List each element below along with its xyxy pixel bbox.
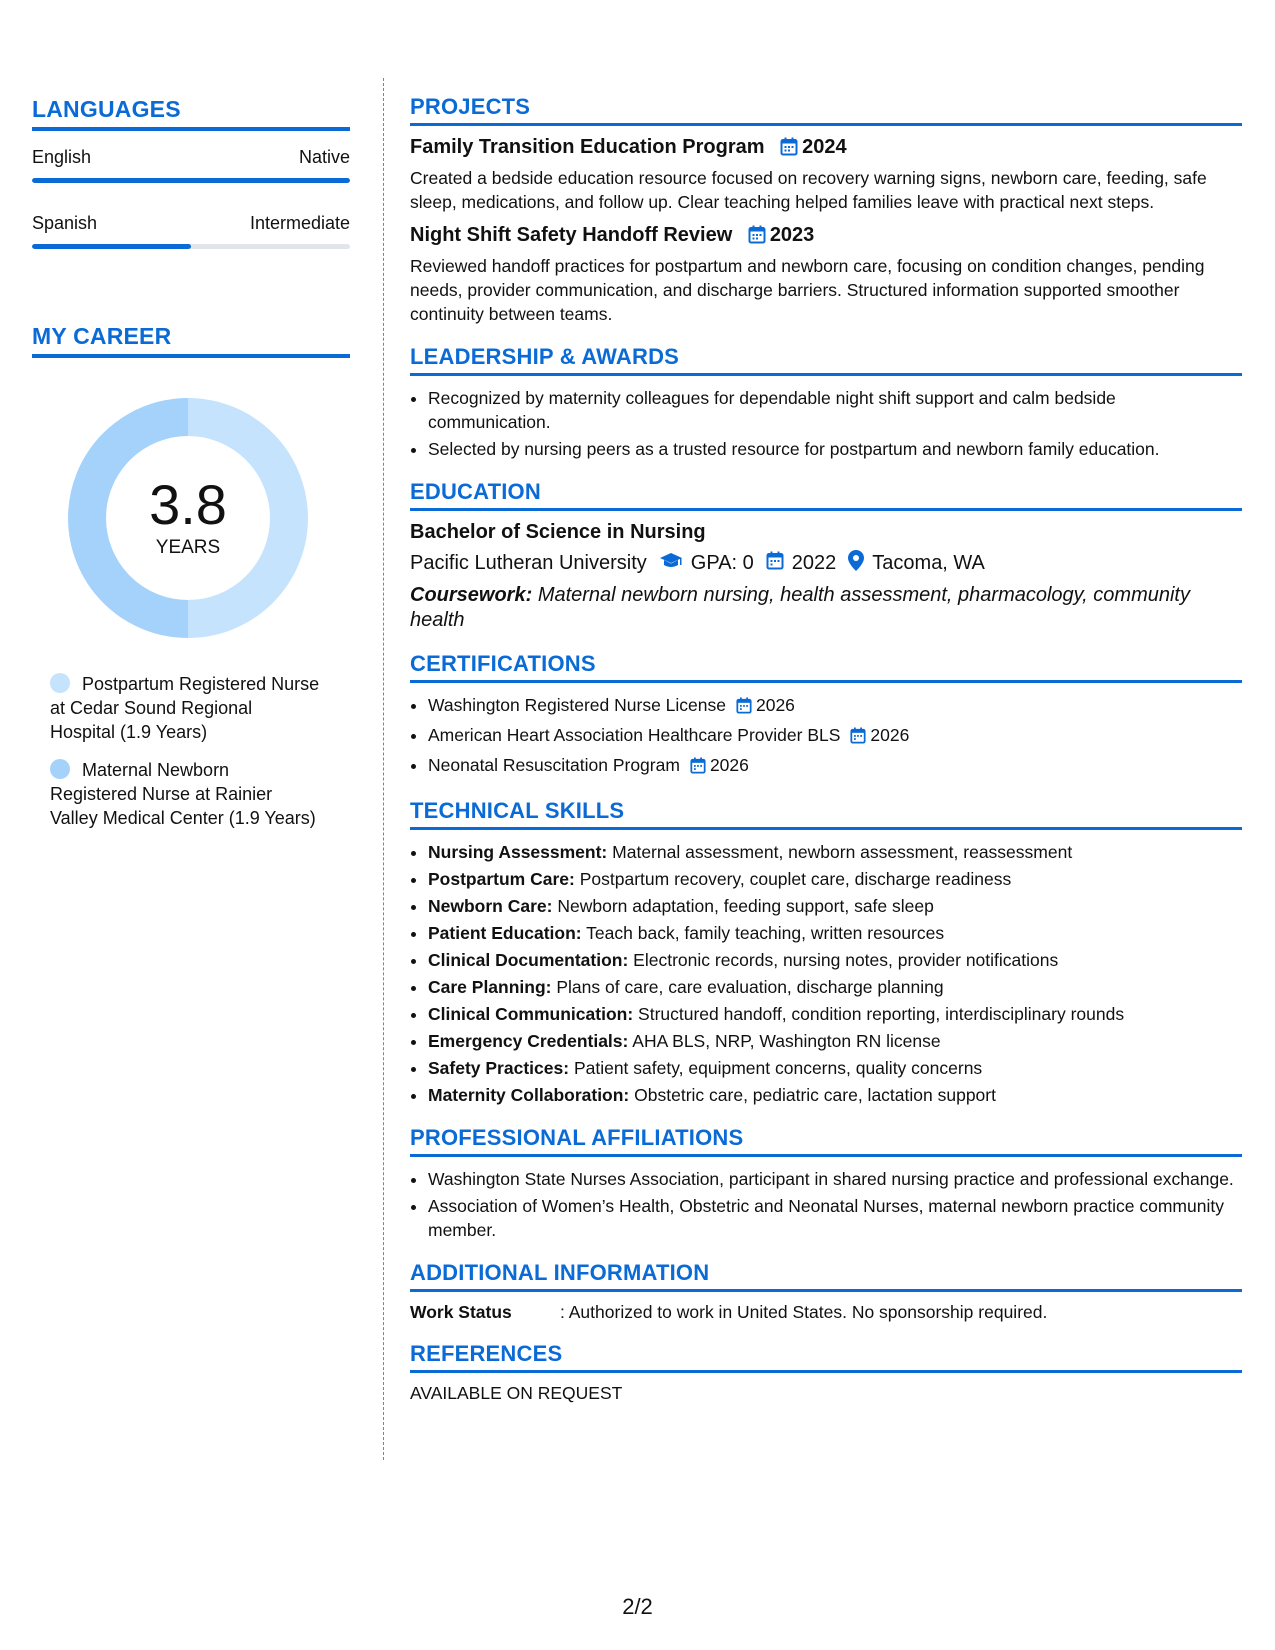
skill-item: [428, 921, 1242, 945]
career-legend-item: [50, 758, 320, 830]
project-name: Family Transition Education Program: [410, 136, 765, 158]
language-bar: [32, 244, 350, 249]
list-item: • Washington State Nurses Association, participant in shared nursing practice and professional exchange.: [428, 1167, 1242, 1191]
project-year: 2023: [769, 224, 815, 246]
additional-section: [410, 1260, 1242, 1323]
education-coursework: [410, 583, 1242, 633]
career-title: MY CAREER: [32, 323, 350, 358]
project-item: [410, 136, 1242, 214]
skills-section: [410, 798, 1242, 1107]
skill-item: [428, 894, 1242, 918]
left-column: [32, 96, 350, 844]
language-bar-fill: [32, 178, 350, 183]
calendar-icon: [690, 756, 706, 780]
language-level: Native: [298, 147, 350, 167]
page-number: 2/2: [622, 1594, 653, 1619]
skill-label: Postpartum Care:: [428, 869, 575, 889]
skill-label: Care Planning:: [428, 977, 552, 997]
skill-text: AHA BLS, NRP, Washington RN license: [632, 1031, 941, 1051]
info-row: [410, 1302, 1242, 1323]
skill-label: Maternity Collaboration:: [428, 1085, 630, 1105]
skill-item: [428, 840, 1242, 864]
coursework-text: Maternal newborn nursing, health assessment, pharmacology, community health: [410, 584, 1190, 631]
calendar-icon: [850, 726, 866, 750]
certification-item: [428, 723, 1242, 750]
project-item: [410, 224, 1242, 326]
affiliations-list: [410, 1167, 1242, 1242]
skill-text: Maternal assessment, newborn assessment, reassessment: [612, 842, 1073, 862]
skill-label: Newborn Care:: [428, 896, 553, 916]
calendar-icon: [748, 225, 766, 250]
skill-label: Emergency Credentials:: [428, 1031, 629, 1051]
certification-name: Neonatal Resuscitation Program: [428, 755, 680, 775]
career-total-value: 3.8: [149, 473, 227, 536]
skill-text: Newborn adaptation, feeding support, safe sleep: [557, 896, 934, 916]
language-item: [32, 213, 350, 249]
skill-item: [428, 1002, 1242, 1026]
references-section: [410, 1341, 1242, 1404]
certifications-list: [410, 693, 1242, 780]
career-legend-label: Maternal Newborn Registered Nurse at Rainier Valley Medical Center (1.9 Years): [50, 760, 316, 828]
education-section: [410, 479, 1242, 633]
legend-dot: [50, 673, 70, 693]
leadership-section: [410, 344, 1242, 461]
education-title: EDUCATION: [410, 479, 1242, 511]
certification-item: [428, 693, 1242, 720]
skill-item: [428, 1029, 1242, 1053]
certification-item: [428, 753, 1242, 780]
skill-text: Postpartum recovery, couplet care, discharge readiness: [579, 869, 1012, 889]
skill-item: [428, 975, 1242, 999]
skill-text: Structured handoff, condition reporting, interdisciplinary rounds: [638, 1004, 1125, 1024]
skills-title: TECHNICAL SKILLS: [410, 798, 1242, 830]
career-legend-label: Postpartum Registered Nurse at Cedar Sound Regional Hospital (1.9 Years): [50, 674, 320, 742]
certifications-section: [410, 651, 1242, 780]
leadership-title: LEADERSHIP & AWARDS: [410, 344, 1242, 376]
skill-label: Clinical Documentation:: [428, 950, 629, 970]
legend-dot: [50, 759, 70, 779]
skill-label: Nursing Assessment:: [428, 842, 608, 862]
column-divider: [383, 78, 384, 1460]
skill-text: Teach back, family teaching, written resources: [586, 923, 945, 943]
skill-text: Electronic records, nursing notes, provider notifications: [633, 950, 1059, 970]
project-name: Night Shift Safety Handoff Review: [410, 224, 733, 246]
affiliations-title: PROFESSIONAL AFFILIATIONS: [410, 1125, 1242, 1157]
certification-year: 2026: [709, 755, 749, 775]
language-item: [32, 147, 350, 183]
additional-title: ADDITIONAL INFORMATION: [410, 1260, 1242, 1292]
career-total-unit: YEARS: [155, 537, 221, 558]
career-legend: [32, 672, 350, 830]
location-pin-icon: [848, 550, 864, 577]
skill-item: [428, 948, 1242, 972]
project-description: Created a bedside education resource focused on recovery warning signs, newborn care, feeding, safe sleep, medications, and follow up. Clear teaching helped families leave with practical next steps.: [410, 168, 1207, 212]
coursework-label: Coursework:: [410, 584, 533, 606]
education-year: 2022: [791, 552, 837, 574]
projects-title: PROJECTS: [410, 94, 1242, 126]
language-name: English: [32, 147, 92, 167]
education-gpa: GPA: 0: [690, 552, 754, 574]
certification-year: 2026: [870, 725, 910, 745]
info-label: Work Status: [410, 1302, 512, 1322]
skill-text: Obstetric care, pediatric care, lactation support: [634, 1085, 996, 1105]
education-location: Tacoma, WA: [872, 552, 985, 574]
graduation-cap-icon: [659, 552, 683, 576]
calendar-icon: [736, 696, 752, 720]
skill-label: Clinical Communication:: [428, 1004, 634, 1024]
references-title: REFERENCES: [410, 1341, 1242, 1373]
certifications-title: CERTIFICATIONS: [410, 651, 1242, 683]
education-degree: Bachelor of Science in Nursing: [410, 521, 706, 543]
languages-title: LANGUAGES: [32, 96, 350, 131]
language-name: Spanish: [32, 213, 98, 233]
career-legend-item: [50, 672, 320, 744]
affiliations-section: [410, 1125, 1242, 1242]
list-item: • Selected by nursing peers as a trusted resource for postpartum and newborn family education.: [428, 437, 1242, 461]
projects-section: [410, 94, 1242, 326]
calendar-icon: [766, 551, 784, 576]
skill-text: Plans of care, care evaluation, discharge planning: [556, 977, 944, 997]
skill-item: [428, 867, 1242, 891]
list-item: • Recognized by maternity colleagues for dependable night shift support and calm bedside communication.: [428, 386, 1242, 434]
calendar-icon: [780, 137, 798, 162]
languages-section: [32, 96, 350, 249]
skill-label: Safety Practices:: [428, 1058, 570, 1078]
skills-list: [410, 840, 1242, 1107]
info-value: : Authorized to work in United States. No sponsorship required.: [560, 1302, 1048, 1322]
list-item: • Association of Women’s Health, Obstetric and Neonatal Nurses, maternal newborn practice community member.: [428, 1194, 1242, 1242]
project-description: Reviewed handoff practices for postpartum and newborn care, focusing on condition changes, pending needs, provider communication, and discharge barriers. Structured information supported smoother continuity between teams.: [410, 256, 1205, 324]
right-column: [410, 94, 1242, 1422]
certification-name: American Heart Association Healthcare Provider BLS: [428, 725, 841, 745]
certification-year: 2026: [755, 695, 795, 715]
career-section: [32, 323, 350, 830]
education-school: Pacific Lutheran University: [410, 552, 647, 574]
references-text: AVAILABLE ON REQUEST: [410, 1383, 623, 1403]
certification-name: Washington Registered Nurse License: [428, 695, 726, 715]
language-bar: [32, 178, 350, 183]
leadership-list: [410, 386, 1242, 461]
career-donut: [68, 398, 308, 638]
language-bar-fill: [32, 244, 191, 249]
language-level: Intermediate: [249, 213, 350, 233]
skill-text: Patient safety, equipment concerns, quality concerns: [573, 1058, 983, 1078]
project-year: 2024: [802, 136, 847, 158]
skill-label: Patient Education:: [428, 923, 582, 943]
skill-item: [428, 1056, 1242, 1080]
skill-item: [428, 1083, 1242, 1107]
